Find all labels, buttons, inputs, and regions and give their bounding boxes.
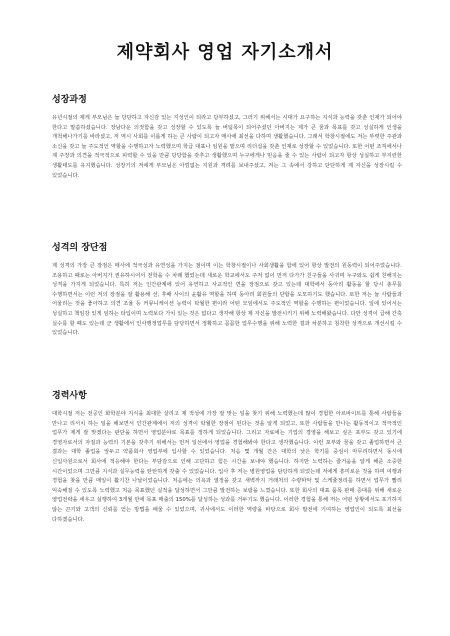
section-body: 제 성격의 가장 큰 장점은 매사에 적극성과 유연성을 가지는 점이며 이는 학창시절이나 사회생활을 함에 있어 항상 발전의 원동력이 되어주었습니다. 조용하고 때로는 아버지가 권유하시어서 전학을 수 차례 했었는데 새로운 학교에서도 주저 없이 먼저 다가가 친구들을 사귀며 누구와도 쉽게 친해지는 성격을 가지게 되었습니다. 특히 저는 인간관계에 있어 유연하고 사교적인 면을 장점으로 갖고 있는데 대학에서 동아리 활동을 할 당시 총무를 수행하면서는 이런 저의 장점을 잘 활용해 선, 후배 사이의 윤활유 역할을 하며 동아리 회원들의 단합을 도모하기도 했습니다. 또한 저는 늘 사람들과 어울리는 것을 좋아하고 의견 조율 등 커뮤니케이션 능력이 탁월한 편이라 어떤 모임에서도 주도적인 역할을 수행하는 편이었습니다. 일에 있어서는 성실하고 책임감 있게 임하는 타입이며 노력보다 가치 있는 것은 없다고 생각해 항상 제 자신을 발전시키기 위해 노력해왔습니다. 다만 성격이 급해 간혹 실수를 할 때도 있는데 군 생활에서 인사행정업무를 담당하면서 정확하고 꼼꼼한 업무수행을 위해 노력한 결과 차분하고 침착한 성격으로 개선시킬 수 있었습니다. — [52, 263, 402, 337]
section-body: 유년시절의 제게 부모님은 늘 당당하고 자신감 있는 지성인이 되라고 당부하셨고, 그러기 위해서는 시대가 요구하는 지식과 능력을 갖춘 인재가 되어야 한다고 말씀하셨습니다. 장남다운 의젓함을 갖고 성장할 수 있도록 늘 버팀목이 되어주셨던 아버지는 제가 큰 꿈과 목표를 갖고 성실하게 인생을 개척해나가기를 바라셨고, 저 역시 사회를 이롭게 하는 큰 사람이 되고자 매사에 최선을 다하며 생활했습니다. 그래서 학창시절에도 저는 뚜렷한 주관과 소신을 갖고 늘 주도적인 역할을 수행하고자 노력했으며 학급 대표나 임원을 맡으며 리더십을 갖춘 인재로 성장할 수 있었습니다. 또한 어떤 조직에서나 제 주장과 의견을 적극적으로 피력할 수 있을 만큼 당당함을 갖추고 생활했으며 누구에게나 믿음을 줄 수 있는 사람이 되고자 항상 성실하고 부지런한 생활태도를 유지했습니다. 성장기의 저에게 부모님은 아낌없는 지원과 격려를 보내주셨고, 저는 그 속에서 강하고 단단하게 제 자신을 성장시킬 수 있었습니다. — [52, 115, 402, 179]
section-career — [52, 388, 402, 525]
section-heading: 성격의 장단점 — [52, 243, 108, 253]
section-personality — [52, 240, 402, 339]
section-heading: 경력사항 — [52, 391, 87, 401]
section-heading: 성장과정 — [52, 95, 87, 105]
section-body: 대학시절 저는 전공인 화학분야 지식을 최대한 살리고 제 적성에 가장 잘 맞는 일을 찾기 위해 노력했는데 많이 경험한 아르바이트를 통해 사람들을 만나고 리서치 하는 일을 해보면서 인간관계에서 저의 성격이 탁월한 장점이 된다는 것을 알게 되었고, 또한 사람들을 만나는 활동적이고 적극적인 업무가 제게 잘 맞겠다는 판단을 하면서 영업분야로 목표를 정하게 되었습니다. 그리고 자료에는 기업의 경영을 해보고 싶은 포부도 갖고 있기에 경영자로서의 자질과 능력의 기본을 갖추기 위해서는 먼저 일선에서 영업을 경험해봐야 한다고 생각했습니다. 이런 포부와 꿈을 갖고 졸업하면서 큰 결과는 대학 졸업을 앞두고 약품회사 영업부에 입사할 수 있었습니다. 처음 몇 개월 간은 대학의 낮은 학기를 중심이 마무리하면서 동시에 신입사원으로서 회사에 적응해야 한다는 부담감으로 인해 고단하고 힘든 시간을 보내야 했습니다. 하지만 노력하는 즐거움을 알게 해준 소중한 시간이었으며 그만큼 지식과 실무능력을 탄탄하게 갖출 수 있었습니다. 입사 후 저는 병원영업을 담당하게 되었는데 저에게 흥미로운 것을 하며 여행과 경험을 찾을 만큼 매일이 활기찬 나날이었습니다. 처음에는 의욕과 열정을 갖고 새벽까지 거래처의 수량파악 및 스케쥴정리를 하면서 업무가 빨리 익숙해질 수 있도록 노력했고 처음 목표했던 실적을 달성하면서 그만큼 발전하는 보람을 느꼈습니다. 또한 회사의 대표 품목 판매 증대를 위해 새로운 영업전략을 세우고 실행하여 3개월 만에 목표 매출의 150%를 달성하는 성과를 거두기도 했습니다. 이러한 경험을 통해 저는 어떤 상황에서도 포기하지 않는 끈기와 고객의 신뢰를 얻는 방법을 배울 수 있었으며, 귀사에서도 이러한 역량을 바탕으로 회사 발전에 기여하는 영업인이 되도록 최선을 다하겠습니다. — [52, 411, 402, 523]
section-growth — [52, 92, 402, 181]
document-title: 제약회사 영업 자기소개서 — [116, 42, 334, 63]
